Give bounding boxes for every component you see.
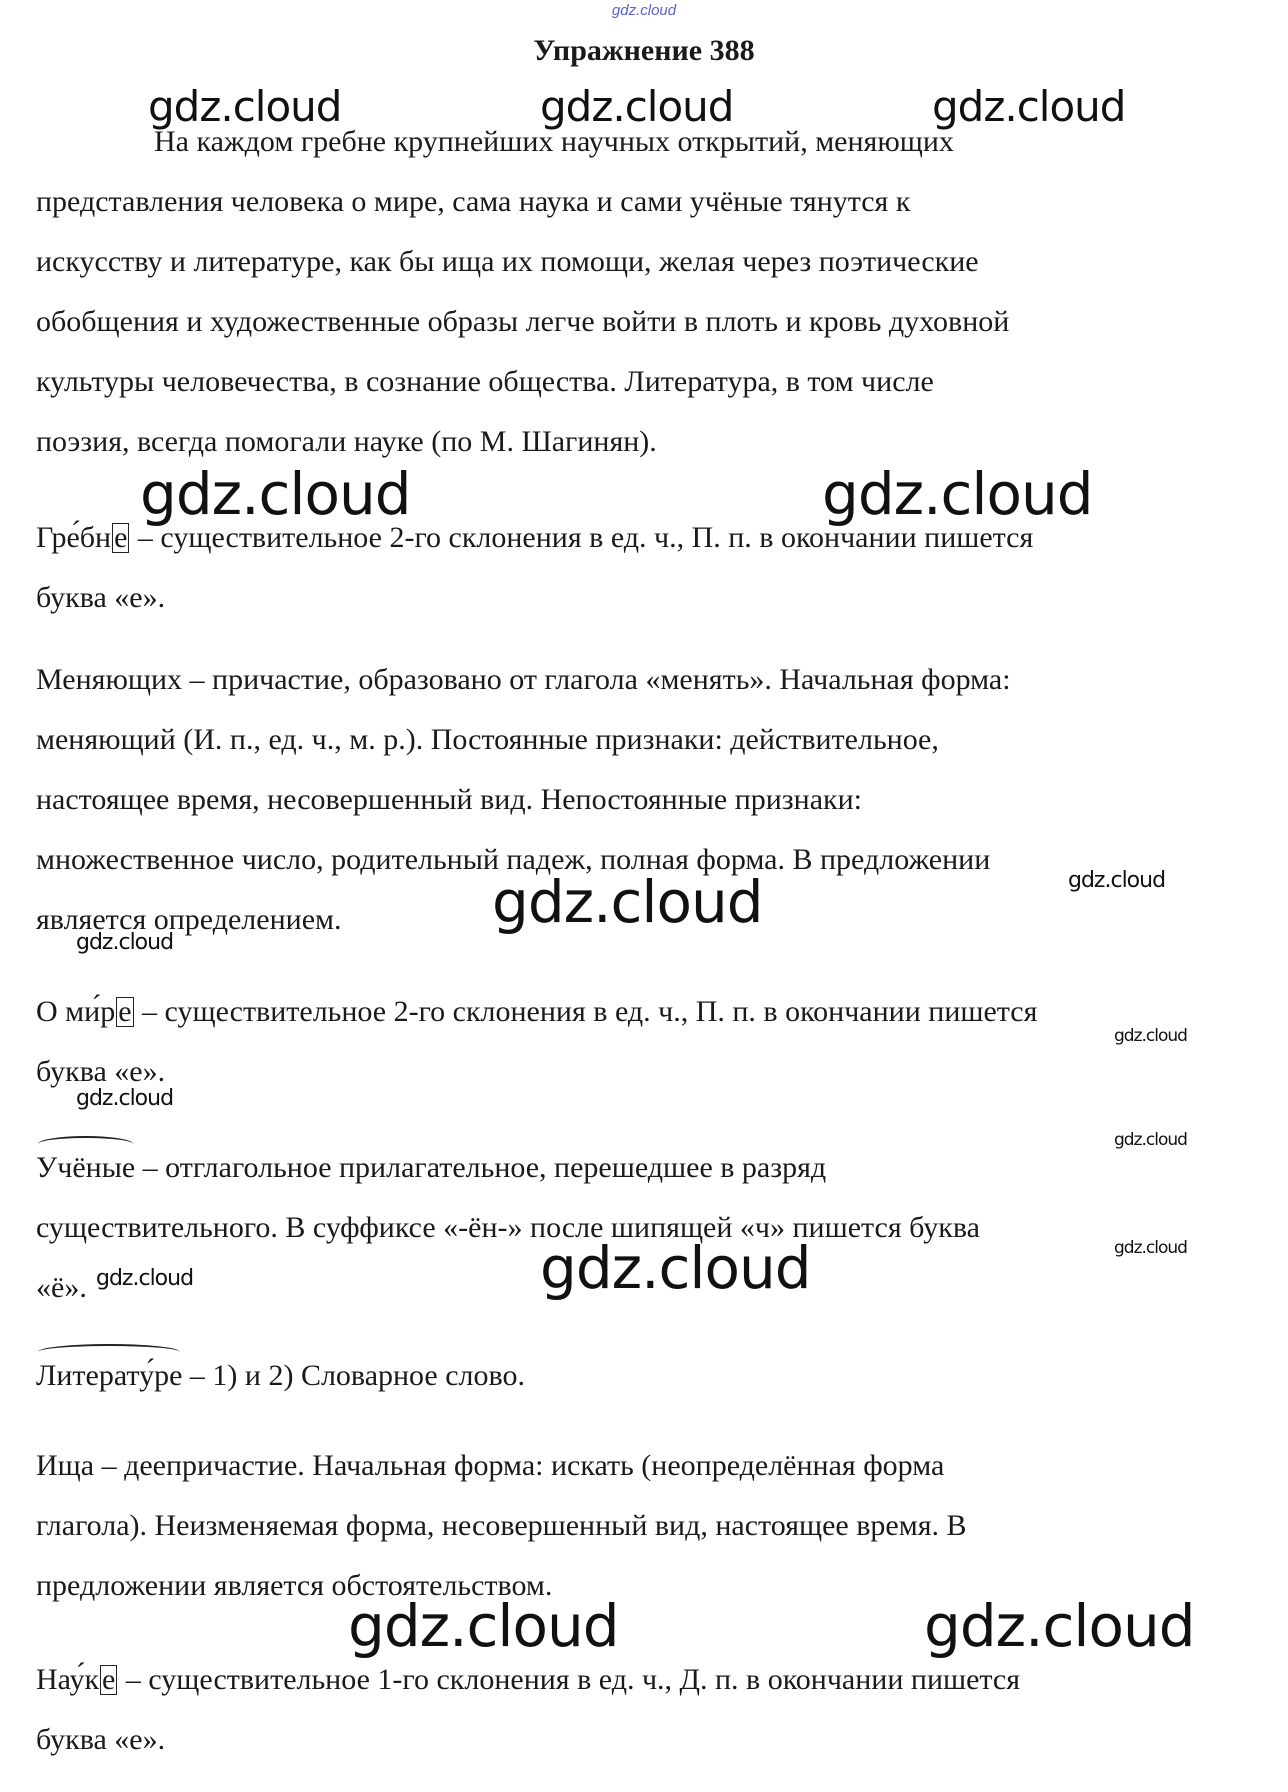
watermark: gdz.cloud bbox=[96, 1266, 194, 1291]
watermark: gdz.cloud bbox=[540, 1234, 811, 1302]
analyzed-word: Нау́к bbox=[36, 1663, 100, 1696]
entry-line: настоящее время, несовершенный вид. Непостоянные признаки: bbox=[36, 783, 862, 816]
analyzed-word: О ми́р bbox=[36, 995, 116, 1028]
analyzed-word: Учёные bbox=[36, 1138, 135, 1198]
entry-line bbox=[36, 1650, 1256, 1710]
watermark: gdz.cloud bbox=[932, 82, 1126, 131]
watermark: gdz.cloud bbox=[1114, 1130, 1187, 1150]
entry-grebne bbox=[36, 508, 1256, 628]
watermark: gdz.cloud bbox=[492, 868, 763, 936]
watermark: gdz.cloud bbox=[76, 1086, 174, 1111]
intro-line: искусству и литературе, как бы ища их помощи, желая через поэтические bbox=[36, 245, 979, 278]
watermark: gdz.cloud bbox=[76, 930, 174, 955]
entry-line: предложении является обстоятельством. bbox=[36, 1569, 553, 1602]
entry-line: существительного. В суффиксе «-ён-» после шипящей «ч» пишется буква bbox=[36, 1211, 980, 1244]
entry-line: Ища – деепричастие. Начальная форма: искать (неопределённая форма bbox=[36, 1449, 945, 1482]
entry-line: множественное число, родительный падеж, полная форма. В предложении bbox=[36, 843, 991, 876]
analyzed-word: Гре́бн bbox=[36, 521, 112, 554]
entry-line: буква «е». bbox=[36, 581, 166, 614]
entry-text: – существительное 1-го склонения в ед. ч., Д. п. в окончании пишется bbox=[118, 1663, 1021, 1696]
entry-nauke bbox=[36, 1650, 1256, 1770]
entry-line: Меняющих – причастие, образовано от глагола «менять». Начальная форма: bbox=[36, 663, 1011, 696]
entry-line bbox=[36, 982, 1256, 1042]
entry-line: буква «е». bbox=[36, 1055, 166, 1088]
entry-line: глагола). Неизменяемая форма, несовершенный вид, настоящее время. В bbox=[36, 1509, 967, 1542]
intro-paragraph bbox=[36, 112, 1256, 472]
watermark: gdz.cloud bbox=[1114, 1026, 1187, 1046]
watermark: gdz.cloud bbox=[1114, 1238, 1187, 1258]
entry-line bbox=[36, 1138, 1256, 1198]
intro-line: поэзия, всегда помогали науке (по М. Шагинян). bbox=[36, 425, 657, 458]
entry-line bbox=[36, 508, 1256, 568]
entry-mire bbox=[36, 982, 1256, 1102]
watermark: gdz.cloud bbox=[348, 1592, 619, 1660]
watermark: gdz.cloud bbox=[924, 1592, 1195, 1660]
watermark: gdz.cloud bbox=[822, 460, 1093, 528]
analyzed-word: Литерату́ре bbox=[36, 1346, 182, 1406]
entry-line: буква «е». bbox=[36, 1723, 166, 1756]
entry-line: меняющий (И. п., ед. ч., м. р.). Постоянные признаки: действительное, bbox=[36, 723, 939, 756]
watermark: gdz.cloud bbox=[140, 460, 411, 528]
intro-line: культуры человечества, в сознание общества. Литература, в том числе bbox=[36, 365, 934, 398]
entry-literature bbox=[36, 1346, 1256, 1406]
ending-box: е bbox=[102, 1663, 116, 1696]
intro-line: На каждом гребне крупнейших научных открытий, меняющих bbox=[154, 125, 954, 158]
watermark: gdz.cloud bbox=[1068, 868, 1166, 893]
page-title: Упражнение 388 bbox=[533, 34, 755, 67]
watermark: gdz.cloud bbox=[148, 82, 342, 131]
ending-box: е bbox=[118, 995, 132, 1028]
entry-line: является определением. bbox=[36, 903, 342, 936]
watermark: gdz.cloud bbox=[540, 82, 734, 131]
entry-ishcha bbox=[36, 1436, 1256, 1616]
intro-line: обобщения и художественные образы легче войти в плоть и кровь духовной bbox=[36, 305, 1010, 338]
entry-text: – 1) и 2) Словарное слово. bbox=[182, 1359, 525, 1392]
intro-line: представления человека о мире, сама наука и сами учёные тянутся к bbox=[36, 185, 911, 218]
entry-text: – отглагольное прилагательное, перешедшее в разряд bbox=[135, 1151, 827, 1184]
entry-text: – существительное 2-го склонения в ед. ч., П. п. в окончании пишется bbox=[134, 995, 1038, 1028]
entry-line: «ё». bbox=[36, 1271, 87, 1304]
site-mark: gdz.cloud bbox=[611, 2, 677, 19]
entry-text: – существительное 2-го склонения в ед. ч., П. п. в окончании пишется bbox=[130, 521, 1034, 554]
ending-box: е bbox=[114, 521, 128, 554]
entry-line bbox=[36, 1346, 1256, 1406]
